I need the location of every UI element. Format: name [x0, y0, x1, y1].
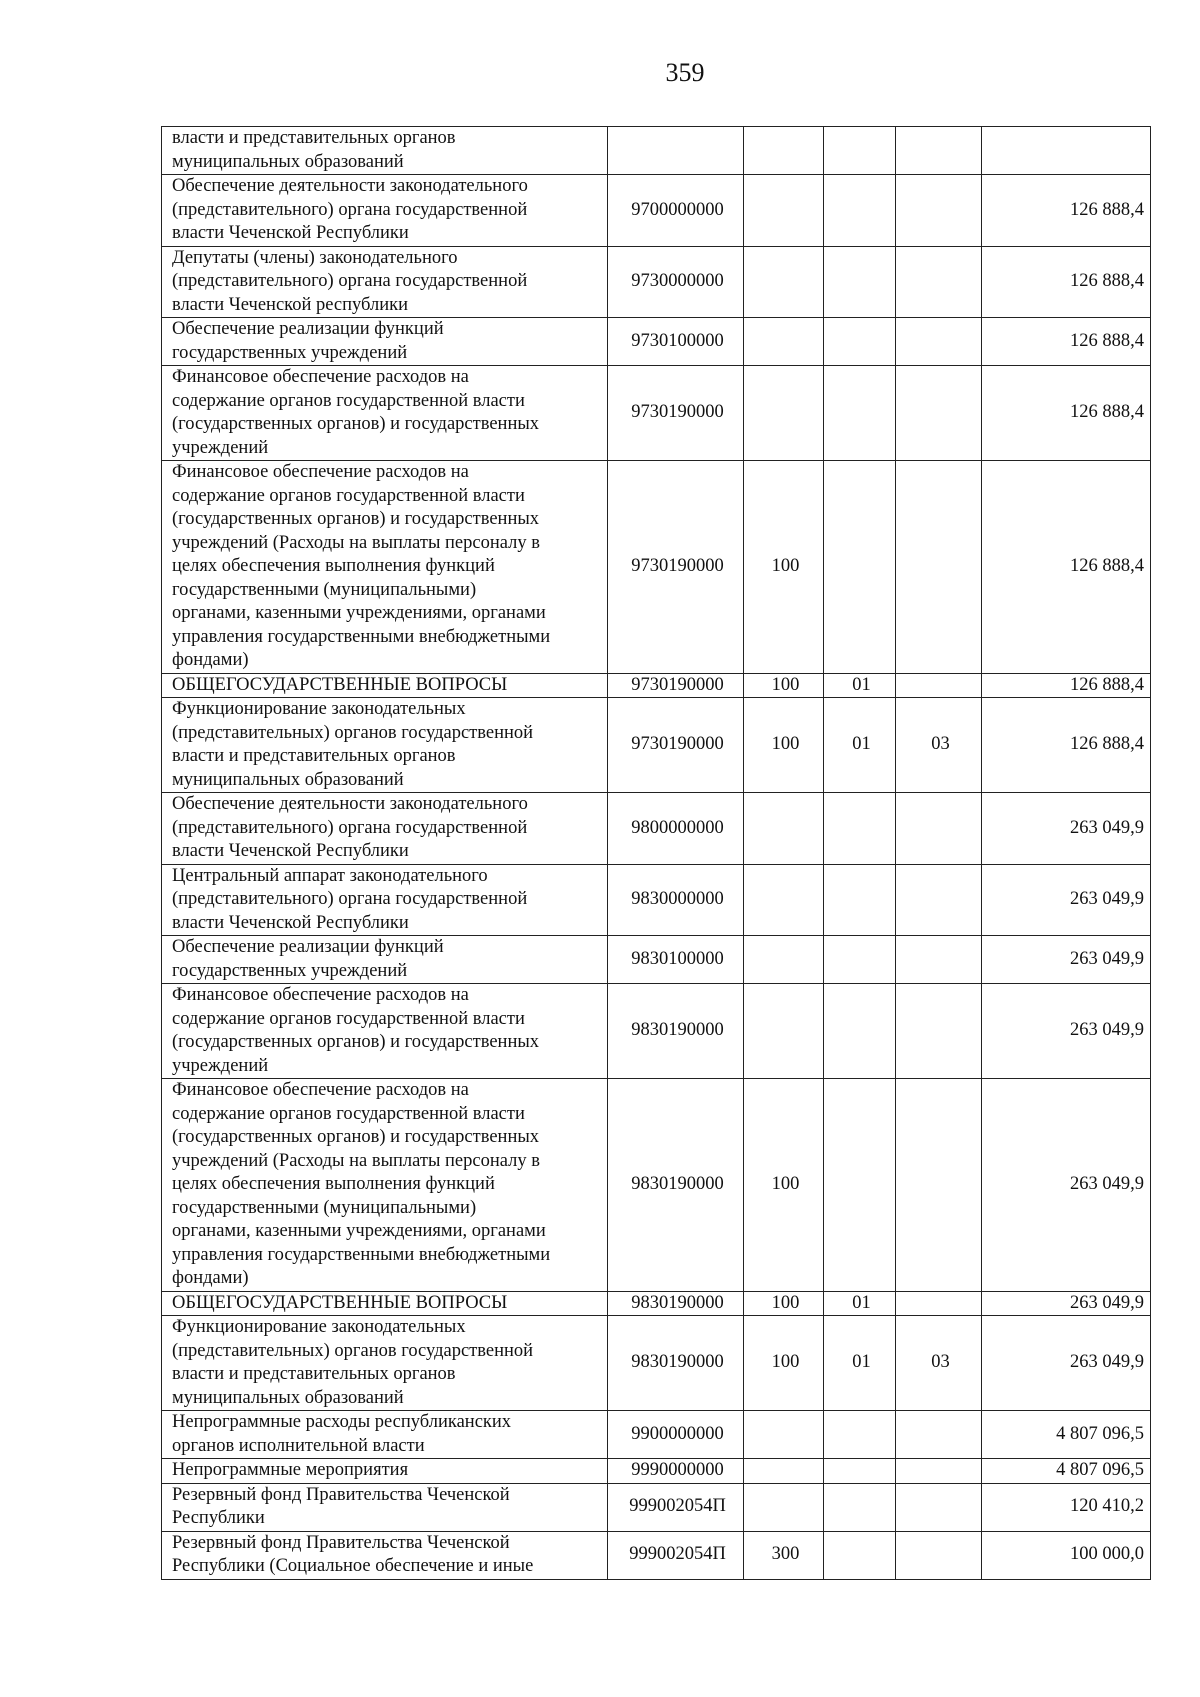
section-cell [824, 1531, 896, 1579]
item-name-line: власти Чеченской Республики [172, 912, 409, 933]
subsection-cell [896, 864, 982, 936]
target-article-cell: 9830100000 [608, 936, 744, 984]
item-name-cell [162, 461, 608, 674]
table-row [162, 1531, 1151, 1579]
expense-type-cell [744, 984, 824, 1079]
item-name-line: (представительного) органа государственной [172, 199, 528, 220]
table-row [162, 127, 1151, 175]
section-cell [824, 246, 896, 318]
table-row [162, 1316, 1151, 1411]
target-article-cell: 9730100000 [608, 318, 744, 366]
item-name-line: целях обеспечения выполнения функций [172, 1174, 495, 1194]
item-name-cell [162, 1483, 608, 1531]
item-name-cell [162, 175, 608, 247]
item-name-line: муниципальных образований [172, 769, 404, 790]
expense-type-cell [744, 1459, 824, 1484]
item-name-cell [162, 1316, 608, 1411]
expense-type-cell: 100 [744, 1079, 824, 1292]
amount-cell: 126 888,4 [982, 246, 1151, 318]
item-name-line: (представительного) органа государственной [172, 817, 528, 838]
target-article-cell: 9800000000 [608, 793, 744, 865]
subsection-cell: 03 [896, 1316, 982, 1411]
item-name-line: учреждений (Расходы на выплаты персоналу в [172, 532, 540, 553]
item-name-line: Обеспечение деятельности законодательного [172, 176, 528, 196]
table-row [162, 936, 1151, 984]
item-name-cell [162, 246, 608, 318]
expense-type-cell [744, 366, 824, 461]
expense-type-cell: 100 [744, 461, 824, 674]
item-name-cell [162, 127, 608, 175]
subsection-cell [896, 673, 982, 698]
item-name-line: власти Чеченской республики [172, 294, 408, 315]
item-name-line: Депутаты (члены) законодательного [172, 247, 458, 268]
target-article-cell: 9700000000 [608, 175, 744, 247]
amount-cell: 263 049,9 [982, 793, 1151, 865]
amount-cell: 120 410,2 [982, 1483, 1151, 1531]
item-name-line: содержание органов государственной власти [172, 485, 525, 506]
subsection-cell [896, 1079, 982, 1292]
item-name-line: Обеспечение деятельности законодательного [172, 794, 528, 814]
table-row [162, 1483, 1151, 1531]
subsection-cell: 03 [896, 698, 982, 793]
target-article-cell: 9830190000 [608, 1291, 744, 1316]
item-name-cell [162, 984, 608, 1079]
amount-cell: 126 888,4 [982, 175, 1151, 247]
expense-type-cell [744, 936, 824, 984]
subsection-cell [896, 793, 982, 865]
table-row [162, 246, 1151, 318]
table-row [162, 175, 1151, 247]
amount-cell: 126 888,4 [982, 461, 1151, 674]
amount-cell: 126 888,4 [982, 318, 1151, 366]
expense-type-cell [744, 1411, 824, 1459]
budget-table-body [162, 127, 1151, 1580]
target-article-cell [608, 127, 744, 175]
item-name-line: Финансовое обеспечение расходов на [172, 1080, 469, 1100]
table-row [162, 1079, 1151, 1292]
expense-type-cell: 100 [744, 1316, 824, 1411]
item-name-line: Центральный аппарат законодательного [172, 865, 488, 886]
item-name-line: власти и представительных органов [172, 1364, 456, 1384]
item-name-line: ОБЩЕГОСУДАРСТВЕННЫЕ ВОПРОСЫ [172, 1292, 508, 1313]
item-name-line: государственных учреждений [172, 342, 408, 363]
item-name-line: Финансовое обеспечение расходов на [172, 462, 469, 482]
subsection-cell [896, 1459, 982, 1484]
expense-type-cell [744, 864, 824, 936]
target-article-cell: 9730000000 [608, 246, 744, 318]
item-name-line: Финансовое обеспечение расходов на [172, 985, 469, 1005]
amount-cell: 4 807 096,5 [982, 1411, 1151, 1459]
section-cell [824, 366, 896, 461]
section-cell [824, 318, 896, 366]
section-cell [824, 175, 896, 247]
item-name-line: содержание органов государственной власти [172, 1103, 525, 1124]
section-cell [824, 936, 896, 984]
target-article-cell: 9830000000 [608, 864, 744, 936]
section-cell [824, 127, 896, 175]
item-name-line: (государственных органов) и государственных [172, 509, 540, 529]
target-article-cell: 9730190000 [608, 366, 744, 461]
expense-type-cell [744, 246, 824, 318]
item-name-cell [162, 366, 608, 461]
item-name-cell [162, 1411, 608, 1459]
item-name-line: Обеспечение реализации функций [172, 319, 444, 339]
subsection-cell [896, 1411, 982, 1459]
section-cell [824, 461, 896, 674]
item-name-line: органами, казенными учреждениями, органами [172, 1221, 546, 1241]
target-article-cell: 9900000000 [608, 1411, 744, 1459]
target-article-cell: 9730190000 [608, 461, 744, 674]
item-name-line: (представительного) органа государственной [172, 889, 528, 909]
table-row [162, 461, 1151, 674]
table-row [162, 984, 1151, 1079]
target-article-cell: 9990000000 [608, 1459, 744, 1484]
item-name-cell [162, 864, 608, 936]
target-article-cell: 9830190000 [608, 984, 744, 1079]
item-name-line: учреждений [172, 437, 269, 458]
amount-cell: 263 049,9 [982, 864, 1151, 936]
target-article-cell: 9730190000 [608, 673, 744, 698]
expense-type-cell [744, 793, 824, 865]
item-name-line: ОБЩЕГОСУДАРСТВЕННЫЕ ВОПРОСЫ [172, 674, 508, 695]
target-article-cell: 9830190000 [608, 1316, 744, 1411]
subsection-cell [896, 366, 982, 461]
subsection-cell [896, 984, 982, 1079]
item-name-cell [162, 318, 608, 366]
item-name-line: власти и представительных органов [172, 746, 456, 766]
subsection-cell [896, 1483, 982, 1531]
expense-type-cell [744, 318, 824, 366]
amount-cell: 100 000,0 [982, 1531, 1151, 1579]
expense-type-cell: 100 [744, 673, 824, 698]
item-name-line: Финансовое обеспечение расходов на [172, 367, 469, 387]
amount-cell: 263 049,9 [982, 936, 1151, 984]
section-cell [824, 864, 896, 936]
item-name-cell [162, 698, 608, 793]
item-name-line: Непрограммные мероприятия [172, 1460, 409, 1480]
item-name-line: Функционирование законодательных [172, 699, 466, 719]
table-row [162, 1459, 1151, 1484]
item-name-line: целях обеспечения выполнения функций [172, 556, 495, 576]
item-name-line: (представительных) органов государственной [172, 1340, 534, 1361]
item-name-line: власти Чеченской Республики [172, 223, 409, 243]
item-name-line: учреждений (Расходы на выплаты персоналу в [172, 1150, 540, 1171]
item-name-cell [162, 936, 608, 984]
target-article-cell: 9730190000 [608, 698, 744, 793]
target-article-cell: 999002054П [608, 1483, 744, 1531]
subsection-cell [896, 127, 982, 175]
table-row [162, 864, 1151, 936]
item-name-line: Республики (Социальное обеспечение и иные [172, 1556, 534, 1576]
item-name-cell [162, 793, 608, 865]
section-cell [824, 1483, 896, 1531]
subsection-cell [896, 175, 982, 247]
table-row [162, 673, 1151, 698]
item-name-cell [162, 1291, 608, 1316]
target-article-cell: 9830190000 [608, 1079, 744, 1292]
expense-type-cell: 300 [744, 1531, 824, 1579]
table-row [162, 698, 1151, 793]
item-name-line: фондами) [172, 650, 249, 670]
item-name-cell [162, 1079, 608, 1292]
item-name-line: Обеспечение реализации функций [172, 937, 444, 957]
amount-cell: 263 049,9 [982, 1079, 1151, 1292]
section-cell [824, 1459, 896, 1484]
item-name-line: управления государственными внебюджетными [172, 626, 551, 647]
section-cell [824, 1079, 896, 1292]
item-name-line: власти и представительных органов [172, 128, 456, 148]
item-name-line: (представительного) органа государственной [172, 271, 528, 291]
item-name-cell [162, 1459, 608, 1484]
item-name-cell [162, 673, 608, 698]
subsection-cell [896, 461, 982, 674]
expense-type-cell [744, 1483, 824, 1531]
subsection-cell [896, 1291, 982, 1316]
table-row [162, 318, 1151, 366]
item-name-line: власти Чеченской Республики [172, 841, 409, 861]
item-name-line: муниципальных образований [172, 1387, 404, 1408]
section-cell: 01 [824, 698, 896, 793]
item-name-line: фондами) [172, 1268, 249, 1288]
table-row [162, 1291, 1151, 1316]
item-name-line: учреждений [172, 1055, 269, 1076]
section-cell: 01 [824, 673, 896, 698]
amount-cell: 263 049,9 [982, 1291, 1151, 1316]
subsection-cell [896, 1531, 982, 1579]
amount-cell [982, 127, 1151, 175]
subsection-cell [896, 318, 982, 366]
target-article-cell: 999002054П [608, 1531, 744, 1579]
item-name-line: (государственных органов) и государственных [172, 414, 540, 434]
table-row [162, 1411, 1151, 1459]
item-name-line: содержание органов государственной власти [172, 390, 525, 411]
expense-type-cell [744, 175, 824, 247]
item-name-line: Резервный фонд Правительства Чеченской [172, 1532, 510, 1553]
item-name-line: государственными (муниципальными) [172, 1197, 477, 1218]
section-cell [824, 1411, 896, 1459]
page-number: 359 [665, 58, 705, 87]
expense-type-cell [744, 127, 824, 175]
item-name-line: (государственных органов) и государственных [172, 1127, 540, 1147]
amount-cell: 4 807 096,5 [982, 1459, 1151, 1484]
section-cell [824, 793, 896, 865]
table-row [162, 366, 1151, 461]
item-name-line: управления государственными внебюджетными [172, 1244, 551, 1265]
item-name-line: Функционирование законодательных [172, 1317, 466, 1337]
item-name-line: содержание органов государственной власти [172, 1008, 525, 1029]
table-row [162, 793, 1151, 865]
section-cell: 01 [824, 1316, 896, 1411]
amount-cell: 263 049,9 [982, 984, 1151, 1079]
item-name-line: (представительных) органов государственной [172, 722, 534, 743]
expense-type-cell: 100 [744, 1291, 824, 1316]
amount-cell: 126 888,4 [982, 673, 1151, 698]
item-name-line: органами, казенными учреждениями, органами [172, 603, 546, 623]
item-name-line: государственными (муниципальными) [172, 579, 477, 600]
item-name-line: Республики [172, 1508, 265, 1528]
item-name-line: государственных учреждений [172, 960, 408, 981]
subsection-cell [896, 246, 982, 318]
item-name-line: органов исполнительной власти [172, 1435, 425, 1456]
expense-type-cell: 100 [744, 698, 824, 793]
item-name-line: муниципальных образований [172, 151, 404, 172]
budget-table [161, 126, 1151, 1580]
item-name-cell [162, 1531, 608, 1579]
section-cell [824, 984, 896, 1079]
section-cell: 01 [824, 1291, 896, 1316]
item-name-line: (государственных органов) и государственных [172, 1032, 540, 1052]
subsection-cell [896, 936, 982, 984]
amount-cell: 263 049,9 [982, 1316, 1151, 1411]
item-name-line: Резервный фонд Правительства Чеченской [172, 1484, 510, 1505]
amount-cell: 126 888,4 [982, 366, 1151, 461]
amount-cell: 126 888,4 [982, 698, 1151, 793]
item-name-line: Непрограммные расходы республиканских [172, 1412, 512, 1432]
